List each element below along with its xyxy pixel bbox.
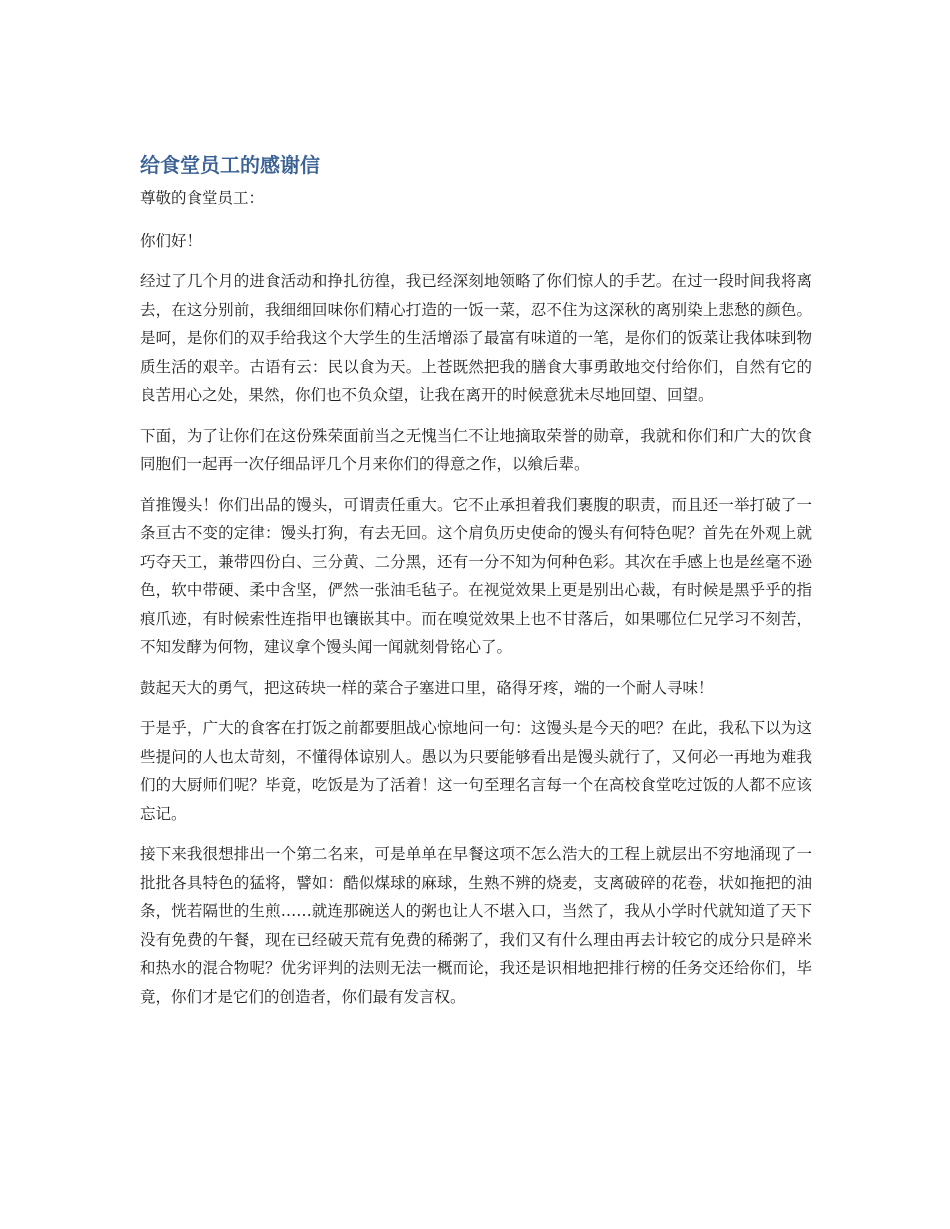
document-title: 给食堂员工的感谢信: [140, 153, 320, 177]
paragraph-question: 于是乎，广大的食客在打饭之前都要胆战心惊地问一句：这馒头是今天的吧？在此，我私下以为这些提问的人也太苛刻，不懂得体谅别人。愚以为只要能够看出是馒头就行了，又何必一再地为难我们的大厨师们呢？毕竟，吃饭是为了活着！这一句至理名言每一个在高校食堂吃过饭的人都不应该忘记。: [140, 719, 812, 823]
paragraph-breakfast: 接下来我很想排出一个第二名来，可是单单在早餐这项不怎么浩大的工程上就层出不穷地涌现了一批批各具特色的猛将，譬如：酷似煤球的麻球，生熟不辨的烧麦，支离破碎的花卷，状如拖把的油条，恍若隔世的生煎……就连那碗送人的粥也让人不堪入口，当然了，我从小学时代就知道了天下没有免费的午餐，现在已经破天荒有免费的稀粥了，我们又有什么理由再去计较它的成分只是碎米和热水的混合物呢？优劣评判的法则无法一概而论，我还是识相地把排行榜的任务交还给你们，毕竟，你们才是它们的创造者，你们最有发言权。: [140, 845, 812, 1006]
paragraph-intro: 经过了几个月的进食活动和挣扎彷徨，我已经深刻地领略了你们惊人的手艺。在过一段时间我将离去，在这分别前，我细细回味你们精心打造的一饭一菜，忍不住为这深秋的离别染上悲愁的颜色。是呵，是你们的双手给我这个大学生的生活增添了最富有味道的一笔，是你们的饭菜让我体味到物质生活的艰辛。古语有云：民以食为天。上苍既然把我的膳食大事勇敢地交付给你们，自然有它的良苦用心之处，果然，你们也不负众望，让我在离开的时候意犹未尽地回望、回望。: [140, 272, 812, 404]
paragraph-greeting: 你们好！: [140, 231, 203, 250]
document-page: [140, 148, 812, 1023]
paragraph-purpose: 下面，为了让你们在这份殊荣面前当之无愧当仁不让地摘取荣誉的勋章，我就和你们和广大的饮食同胞们一起再一次仔细品评几个月来你们的得意之作，以飨后辈。: [140, 426, 812, 473]
paragraph-courage: 鼓起天大的勇气，把这砖块一样的菜合子塞进口里，硌得牙疼，端的一个耐人寻味！: [140, 678, 714, 697]
salutation: 尊敬的食堂员工：: [140, 189, 265, 207]
paragraph-mantou: 首推馒头！你们出品的馒头，可谓责任重大。它不止承担着我们裹腹的职责，而且还一举打破了一条亘古不变的定律：馒头打狗，有去无回。这个肩负历史使命的馒头有何特色呢？首先在外观上就巧夺天工，兼带四份白、三分黄、二分黑，还有一分不知为何种色彩。其次在手感上也是丝毫不逊色，软中带硬、柔中含坚，俨然一张油毛毡子。在视觉效果上更是别出心裁，有时候是黑乎乎的指痕爪迹，有时候索性连指甲也镶嵌其中。而在嗅觉效果上也不甘落后，如果哪位仁兄学习不刻苦，不知发酵为何物，建议拿个馒头闻一闻就刻骨铭心了。: [140, 495, 812, 656]
